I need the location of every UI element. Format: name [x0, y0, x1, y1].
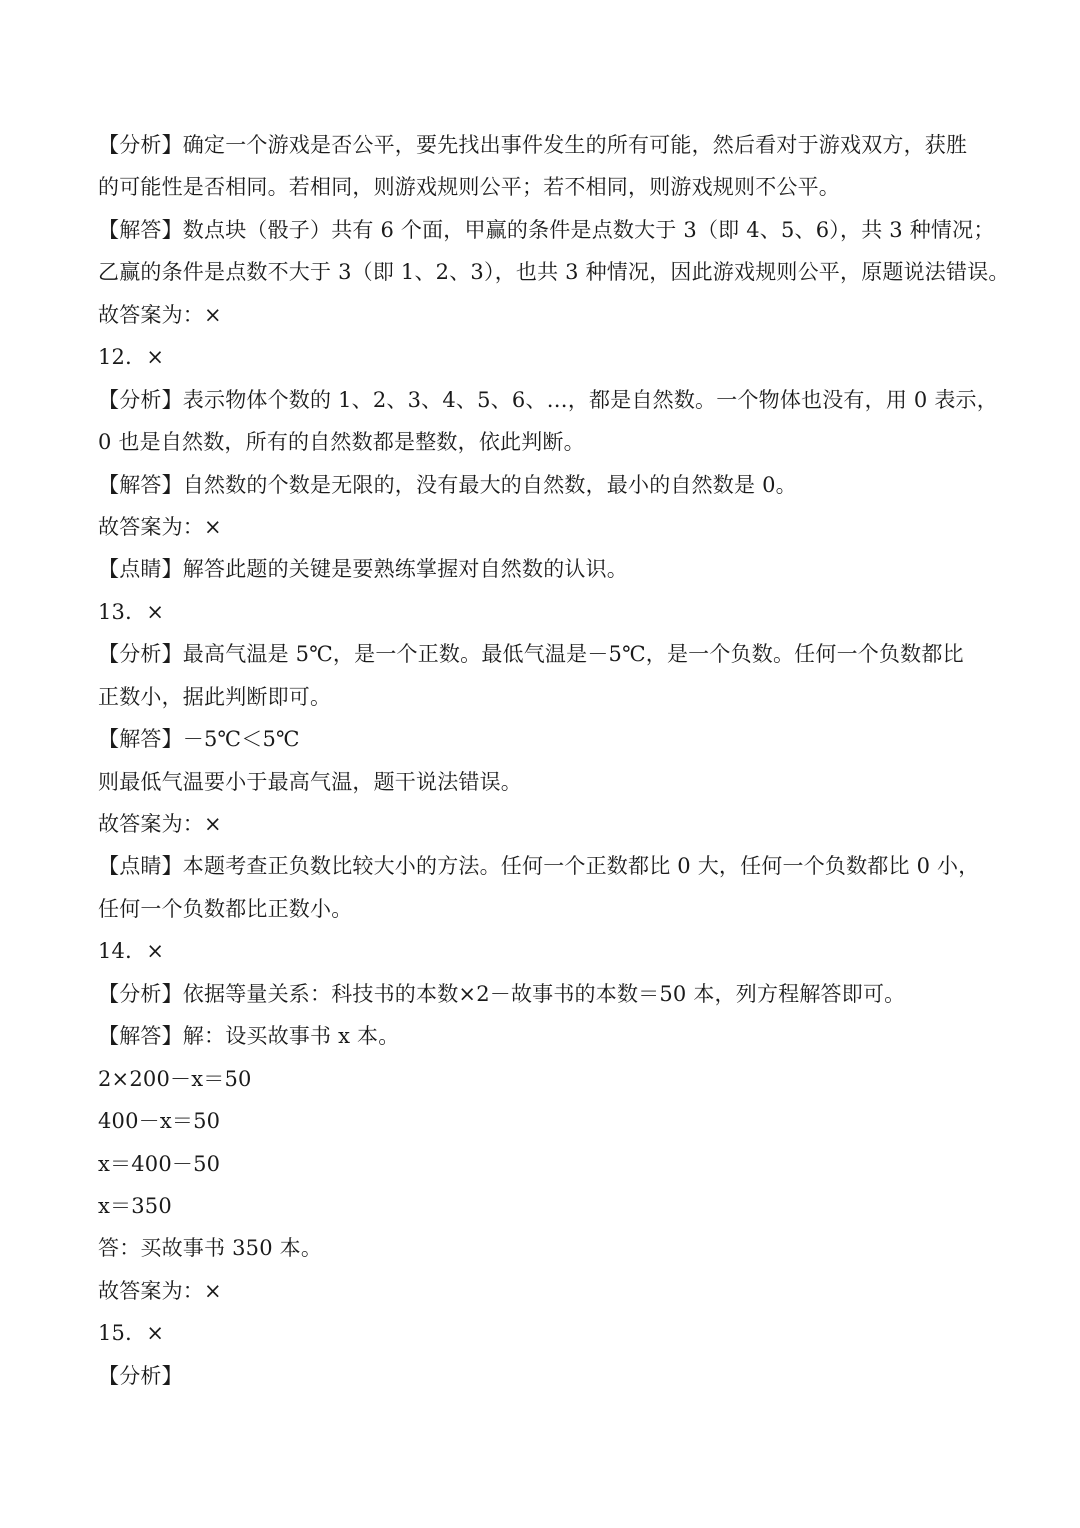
equation-line: 400－x＝50 — [98, 1109, 221, 1134]
answer-text-block — [98, 124, 1010, 1397]
text-line: 【分析】确定一个游戏是否公平，要先找出事件发生的所有可能，然后看对于游戏双方，获胜 — [98, 133, 968, 157]
text-line: 故答案为：× — [98, 302, 222, 327]
text-line: 故答案为：× — [98, 514, 222, 539]
text-line: 乙赢的条件是点数不大于 3（即 1、2、3），也共 3 种情况，因此游戏规则公平，原题说法错误。 — [98, 260, 1010, 285]
question-number: 13．× — [98, 599, 165, 624]
text-line: 【分析】 — [98, 1363, 183, 1388]
question-number: 12．× — [98, 345, 165, 370]
text-line: 【解答】－5℃＜5℃ — [98, 727, 300, 752]
text-line: 【分析】最高气温是 5℃，是一个正数。最低气温是－5℃，是一个负数。任何一个负数都比 — [98, 642, 964, 667]
text-line: 0 也是自然数，所有的自然数都是整数，依此判断。 — [98, 430, 585, 455]
text-line: 【解答】解：设买故事书 x 本。 — [98, 1024, 400, 1049]
text-line: 任何一个负数都比正数小。 — [98, 896, 353, 921]
text-line: 【点睛】本题考查正负数比较大小的方法。任何一个正数都比 0 大，任何一个负数都比 0 小， — [98, 854, 980, 879]
question-number: 14．× — [98, 939, 165, 964]
equation-line: 2×200－x＝50 — [98, 1066, 252, 1091]
text-line: 的可能性是否相同。若相同，则游戏规则公平；若不相同，则游戏规则不公平。 — [98, 175, 840, 200]
equation-line: x＝350 — [98, 1193, 172, 1218]
text-line: 【点睛】解答此题的关键是要熟练掌握对自然数的认识。 — [98, 557, 628, 582]
text-line: 【分析】依据等量关系：科技书的本数×2－故事书的本数＝50 本，列方程解答即可。 — [98, 981, 906, 1006]
text-line: 则最低气温要小于最高气温，题干说法错误。 — [98, 769, 522, 794]
equation-line: x＝400－50 — [98, 1151, 221, 1176]
text-line: 正数小，据此判断即可。 — [98, 684, 332, 709]
text-line: 【解答】数点块（骰子）共有 6 个面，甲赢的条件是点数大于 3（即 4、5、6），共 3 种情况； — [98, 217, 995, 242]
text-line: 答：买故事书 350 本。 — [98, 1236, 323, 1261]
text-line: 【分析】表示物体个数的 1、2、3、4、5、6、…，都是自然数。一个物体也没有，用 0 表示， — [98, 387, 998, 412]
text-line: 【解答】自然数的个数是无限的，没有最大的自然数，最小的自然数是 0。 — [98, 472, 797, 497]
question-number: 15．× — [98, 1321, 165, 1346]
text-line: 故答案为：× — [98, 1278, 222, 1303]
text-line: 故答案为：× — [98, 812, 222, 836]
